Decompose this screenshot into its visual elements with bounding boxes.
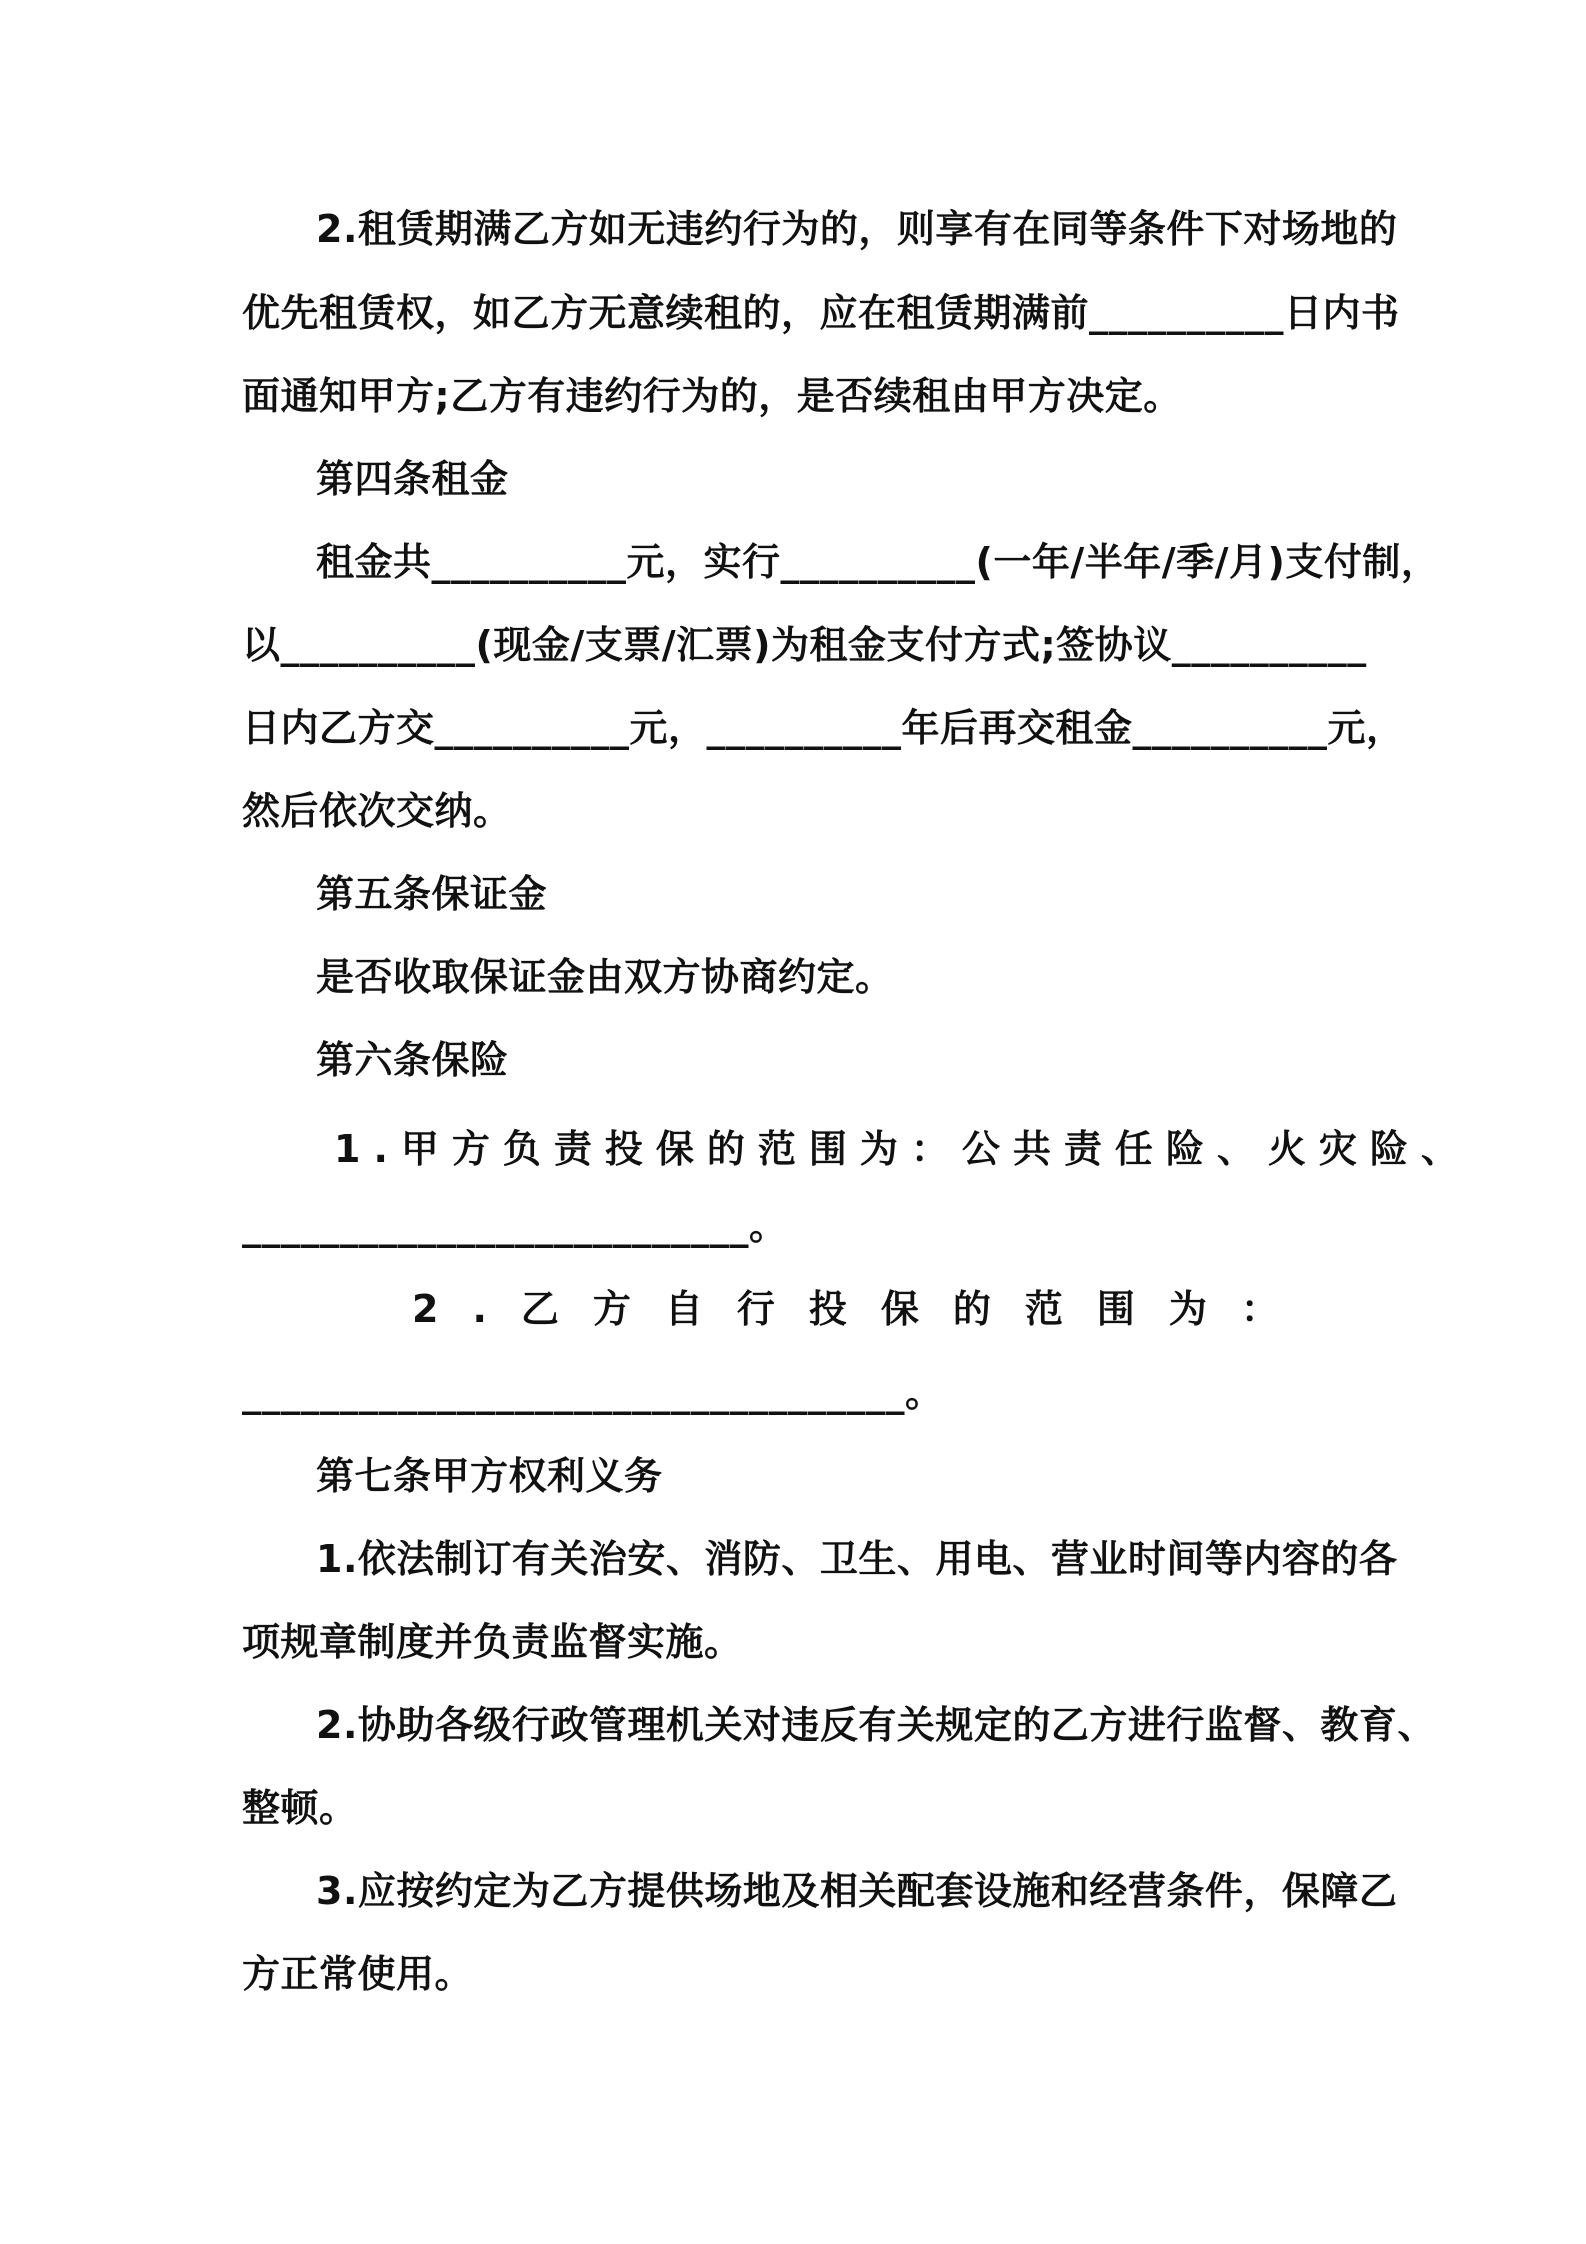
text-line-12: 1.甲方负责投保的范围为：公共责任险、火灾险、 xyxy=(334,1127,1472,1171)
text-line-17: 1.依法制订有关治安、消防、卫生、用电、营业时间等内容的各 xyxy=(316,1537,1398,1581)
text-line-8: 然后依次交纳。 xyxy=(242,789,512,833)
text-line-18: 项规章制度并负责监督实施。 xyxy=(242,1620,743,1664)
text-line-14: 2.乙方自行投保的范围为： xyxy=(412,1287,1313,1331)
text-line-19: 2.协助各级行政管理机关对违反有关规定的乙方进行监督、教育、 xyxy=(316,1703,1436,1747)
section-title-insurance: 第六条保险 xyxy=(316,1038,509,1082)
text-line-1: 2.租赁期满乙方如无违约行为的，则享有在同等条件下对场地的 xyxy=(316,207,1398,251)
section-title-rent: 第四条租金 xyxy=(316,457,509,501)
section-title-party-a: 第七条甲方权利义务 xyxy=(316,1454,663,1498)
text-line-5: 租金共__________元，实行__________(一年/半年/季/月)支付制， xyxy=(316,540,1440,584)
text-line-21: 3.应按约定为乙方提供场地及相关配套设施和经营条件，保障乙 xyxy=(316,1869,1398,1913)
text-line-2: 优先租赁权，如乙方无意续租的，应在租赁期满前__________日内书 xyxy=(242,291,1400,335)
text-line-22: 方正常使用。 xyxy=(242,1952,474,1996)
text-line-15: __________________________________。 xyxy=(242,1371,944,1415)
text-line-10: 是否收取保证金由双方协商约定。 xyxy=(316,955,894,999)
text-line-7: 日内乙方交__________元，__________年后再交租金__________元， xyxy=(242,706,1405,750)
text-line-20: 整顿。 xyxy=(242,1786,358,1830)
text-line-13: __________________________。 xyxy=(242,1204,788,1248)
section-title-deposit: 第五条保证金 xyxy=(316,872,548,916)
text-line-6: 以__________(现金/支票/汇票)为租金支付方式;签协议__________ xyxy=(242,623,1367,667)
text-line-3: 面通知甲方;乙方有违约行为的，是否续租由甲方决定。 xyxy=(242,374,1182,418)
